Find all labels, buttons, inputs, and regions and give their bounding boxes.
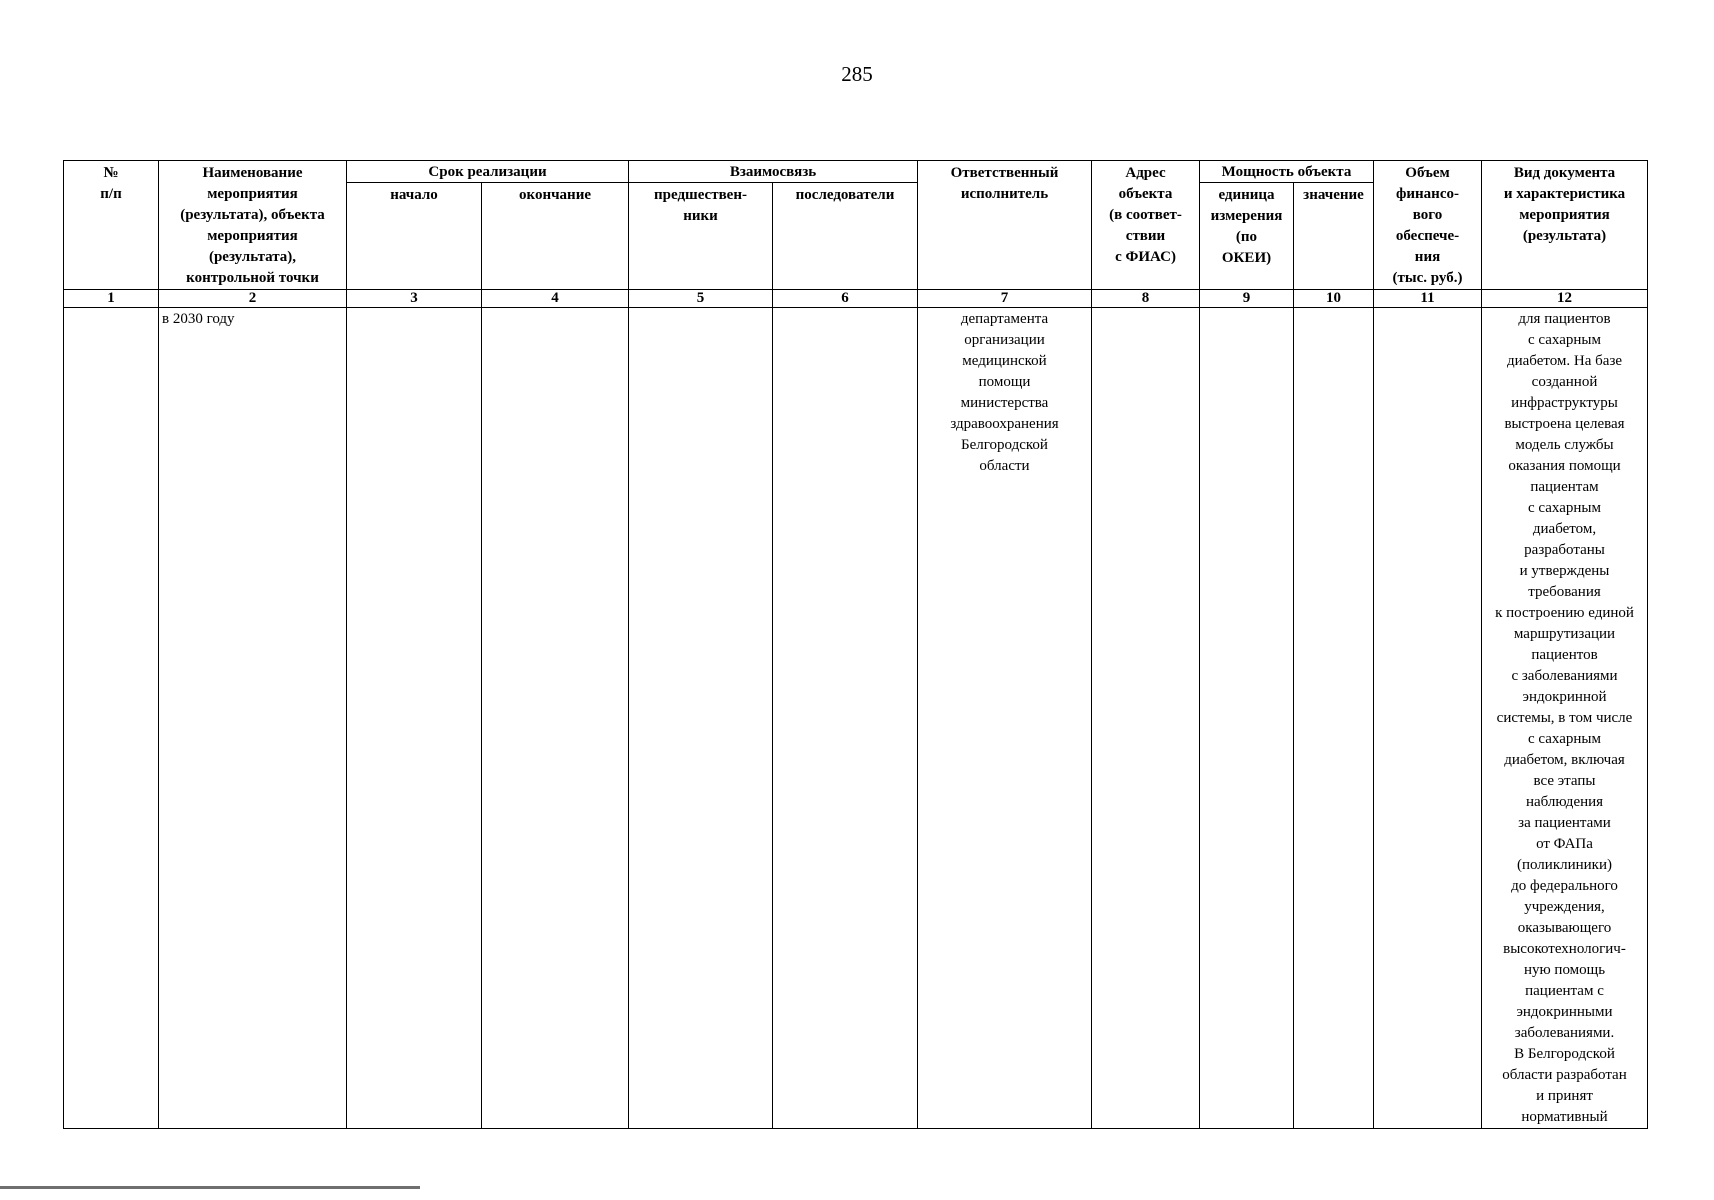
column-number: 2 bbox=[159, 290, 347, 308]
cell-successors bbox=[773, 308, 918, 1129]
page-number: 285 bbox=[841, 62, 873, 86]
header-group-vzaimosvyaz: Взаимосвязь bbox=[629, 161, 918, 183]
column-number: 7 bbox=[918, 290, 1092, 308]
column-number-row bbox=[64, 290, 1648, 308]
header-responsible: Ответственный исполнитель bbox=[918, 161, 1092, 290]
header-number: № п/п bbox=[64, 161, 159, 290]
cell-address bbox=[1092, 308, 1200, 1129]
cell-name: в 2030 году bbox=[159, 308, 347, 1129]
header-address: Адрес объекта (в соответ- ствии с ФИАС) bbox=[1092, 161, 1200, 290]
header-name: Наименование мероприятия (результата), объекта мероприятия (результата), контрольной точки bbox=[159, 161, 347, 290]
column-number: 10 bbox=[1294, 290, 1374, 308]
cell-responsible: департамента организации медицинской помощи министерства здравоохранения Белгородской области bbox=[918, 308, 1092, 1129]
header-end: окончание bbox=[482, 183, 629, 290]
cell-document-type: для пациентов с сахарным диабетом. На базе созданной инфраструктуры выстроена целевая модель службы оказания помощи пациентам с сахарным диабетом, разработаны и утверждены требования к построению единой маршрутизации пациентов с заболеваниями эндокринной системы, в том числе с сахарным диабетом, включая все этапы наблюдения за пациентами от ФАПа (поликлиники) до федерального учреждения, оказывающего высокотехнологич- ную помощь пациентам с эндокринными заболеваниями. В Белгородской области разработан и принят нормативный bbox=[1482, 308, 1648, 1129]
column-number: 3 bbox=[347, 290, 482, 308]
plan-table bbox=[63, 160, 1648, 1129]
cell-number bbox=[64, 308, 159, 1129]
column-number: 4 bbox=[482, 290, 629, 308]
header-successors: последователи bbox=[773, 183, 918, 290]
header-start: начало bbox=[347, 183, 482, 290]
table-row bbox=[64, 308, 1648, 1129]
column-number: 11 bbox=[1374, 290, 1482, 308]
header-group-srok: Срок реализации bbox=[347, 161, 629, 183]
cell-end bbox=[482, 308, 629, 1129]
header-predecessors: предшествен- ники bbox=[629, 183, 773, 290]
cell-financing bbox=[1374, 308, 1482, 1129]
column-number: 1 bbox=[64, 290, 159, 308]
scan-edge-line bbox=[0, 1186, 420, 1189]
header-document-type: Вид документа и характеристика мероприятия (результата) bbox=[1482, 161, 1648, 290]
column-number: 8 bbox=[1092, 290, 1200, 308]
header-financing: Объем финансо- вого обеспече- ния (тыс. руб.) bbox=[1374, 161, 1482, 290]
column-number: 9 bbox=[1200, 290, 1294, 308]
header-row-1 bbox=[64, 161, 1648, 183]
header-group-moshchnost: Мощность объекта bbox=[1200, 161, 1374, 183]
column-number: 6 bbox=[773, 290, 918, 308]
column-number: 5 bbox=[629, 290, 773, 308]
cell-start bbox=[347, 308, 482, 1129]
header-value: значение bbox=[1294, 183, 1374, 290]
header-unit: единица измерения (по ОКЕИ) bbox=[1200, 183, 1294, 290]
cell-unit bbox=[1200, 308, 1294, 1129]
column-number: 12 bbox=[1482, 290, 1648, 308]
cell-value bbox=[1294, 308, 1374, 1129]
cell-predecessors bbox=[629, 308, 773, 1129]
